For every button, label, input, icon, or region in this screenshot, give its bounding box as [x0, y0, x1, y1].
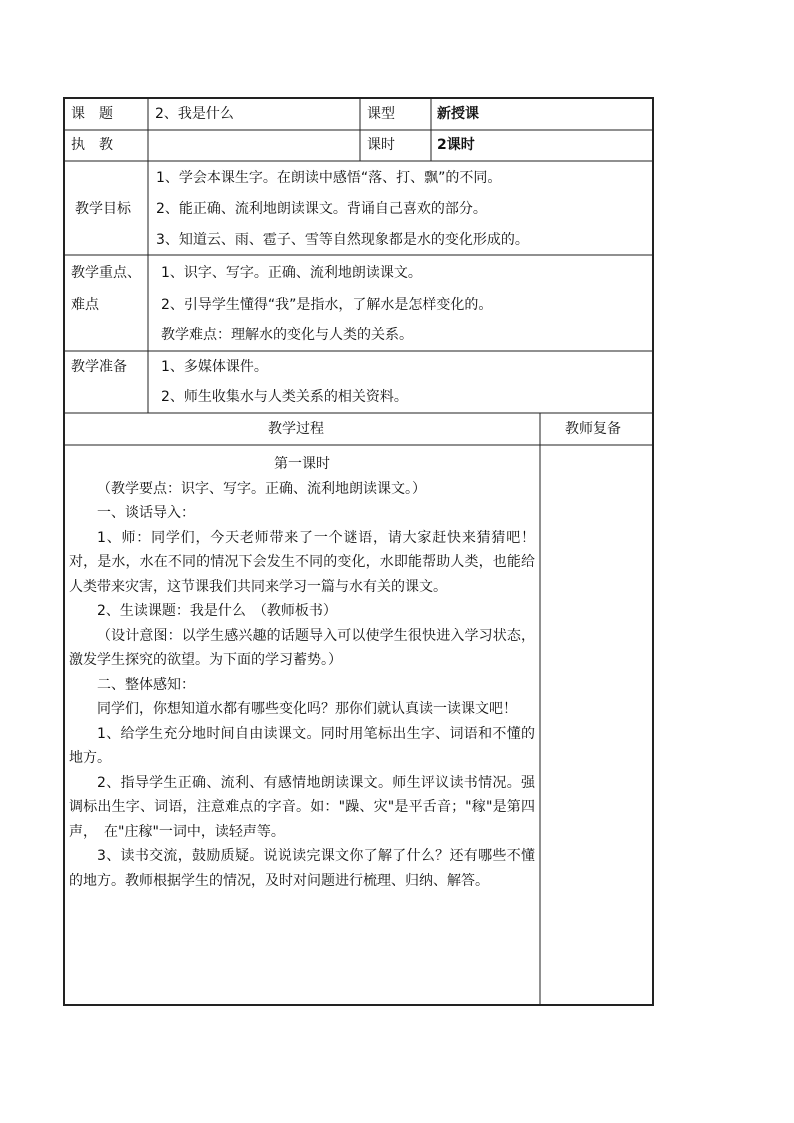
goals-label: 教学目标 — [75, 201, 131, 217]
process-paragraph: 二、整体感知： — [97, 676, 195, 693]
preparation-item: 2、师生收集水与人类关系的相关资料。 — [161, 389, 408, 405]
preparation-label: 教学准备 — [71, 359, 127, 375]
goal-item: 2、能正确、流利地朗读课文。背诵自己喜欢的部分。 — [156, 201, 487, 217]
key-point-item: 教学难点：理解水的变化与人类的关系。 — [161, 327, 413, 343]
key-point-item: 2、引导学生懂得“我”是指水，了解水是怎样变化的。 — [161, 297, 493, 313]
process-paragraph: （教学要点：识字、写字。正确、流利地朗读课文。） — [97, 480, 426, 497]
process-paragraph: 一、谈话导入： — [97, 505, 195, 521]
process-header: 教学过程 — [268, 421, 324, 437]
process-paragraph: 1、师：同学们，今天老师带来了一个谜语，请大家赶快来猜猜吧！对，是水，水在不同的情况下会发生不同的变化，水即能帮助人类，也能给人类带来灾害，这节课我们共同来学习一篇与水有关的课文。 — [69, 529, 535, 595]
process-paragraph: 2、生读课题：我是什么 （教师板书） — [97, 603, 337, 619]
process-body — [69, 452, 535, 893]
process-paragraph: 同学们，你想知道水都有哪些变化吗？那你们就认真读一读课文吧！ — [97, 701, 517, 717]
lesson-title: 第一课时 — [274, 456, 330, 472]
process-paragraph: 3、读书交流，鼓励质疑。说说读完课文你了解了什么？还有哪些不懂的地方。教师根据学生的情况，及时对问题进行梳理、归纳、解答。 — [69, 848, 535, 889]
preparation-item: 1、多媒体课件。 — [161, 359, 268, 375]
key-points-label-line2: 难点 — [71, 297, 99, 313]
goal-item: 3、知道云、雨、雹子、雪等自然现象都是水的变化形成的。 — [156, 232, 529, 248]
teacher-label: 执 教 — [71, 137, 113, 153]
hours-value: 2课时 — [437, 137, 475, 153]
type-value: 新授课 — [437, 106, 479, 122]
type-label: 课型 — [367, 106, 395, 122]
notes-header: 教师复备 — [565, 421, 621, 437]
key-point-item: 1、识字、写字。正确、流利地朗读课文。 — [161, 265, 422, 281]
process-paragraph: 1、给学生充分地时间自由读课文。同时用笔标出生字、词语和不懂的地方。 — [69, 725, 535, 766]
key-points-label-line1: 教学重点、 — [71, 265, 141, 281]
hours-label: 课时 — [367, 137, 395, 153]
goal-item: 1、学会本课生字。在朗读中感悟“落、打、飘”的不同。 — [156, 170, 502, 186]
subject-value: 2、我是什么 — [155, 106, 234, 122]
lesson-plan-table — [63, 97, 654, 1006]
process-paragraph: 2、指导学生正确、流利、有感情地朗读课文。师生评议读书情况。强调标出生字、词语，注意难点的字音。如："躁、灾"是平舌音；"稼"是第四声， 在"庄稼"一词中，读轻声等。 — [69, 774, 535, 840]
subject-label: 课 题 — [71, 106, 113, 122]
process-paragraph: （设计意图：以学生感兴趣的话题导入可以使学生很快进入学习状态，激发学生探究的欲望。为下面的学习蓄势。） — [69, 627, 535, 668]
